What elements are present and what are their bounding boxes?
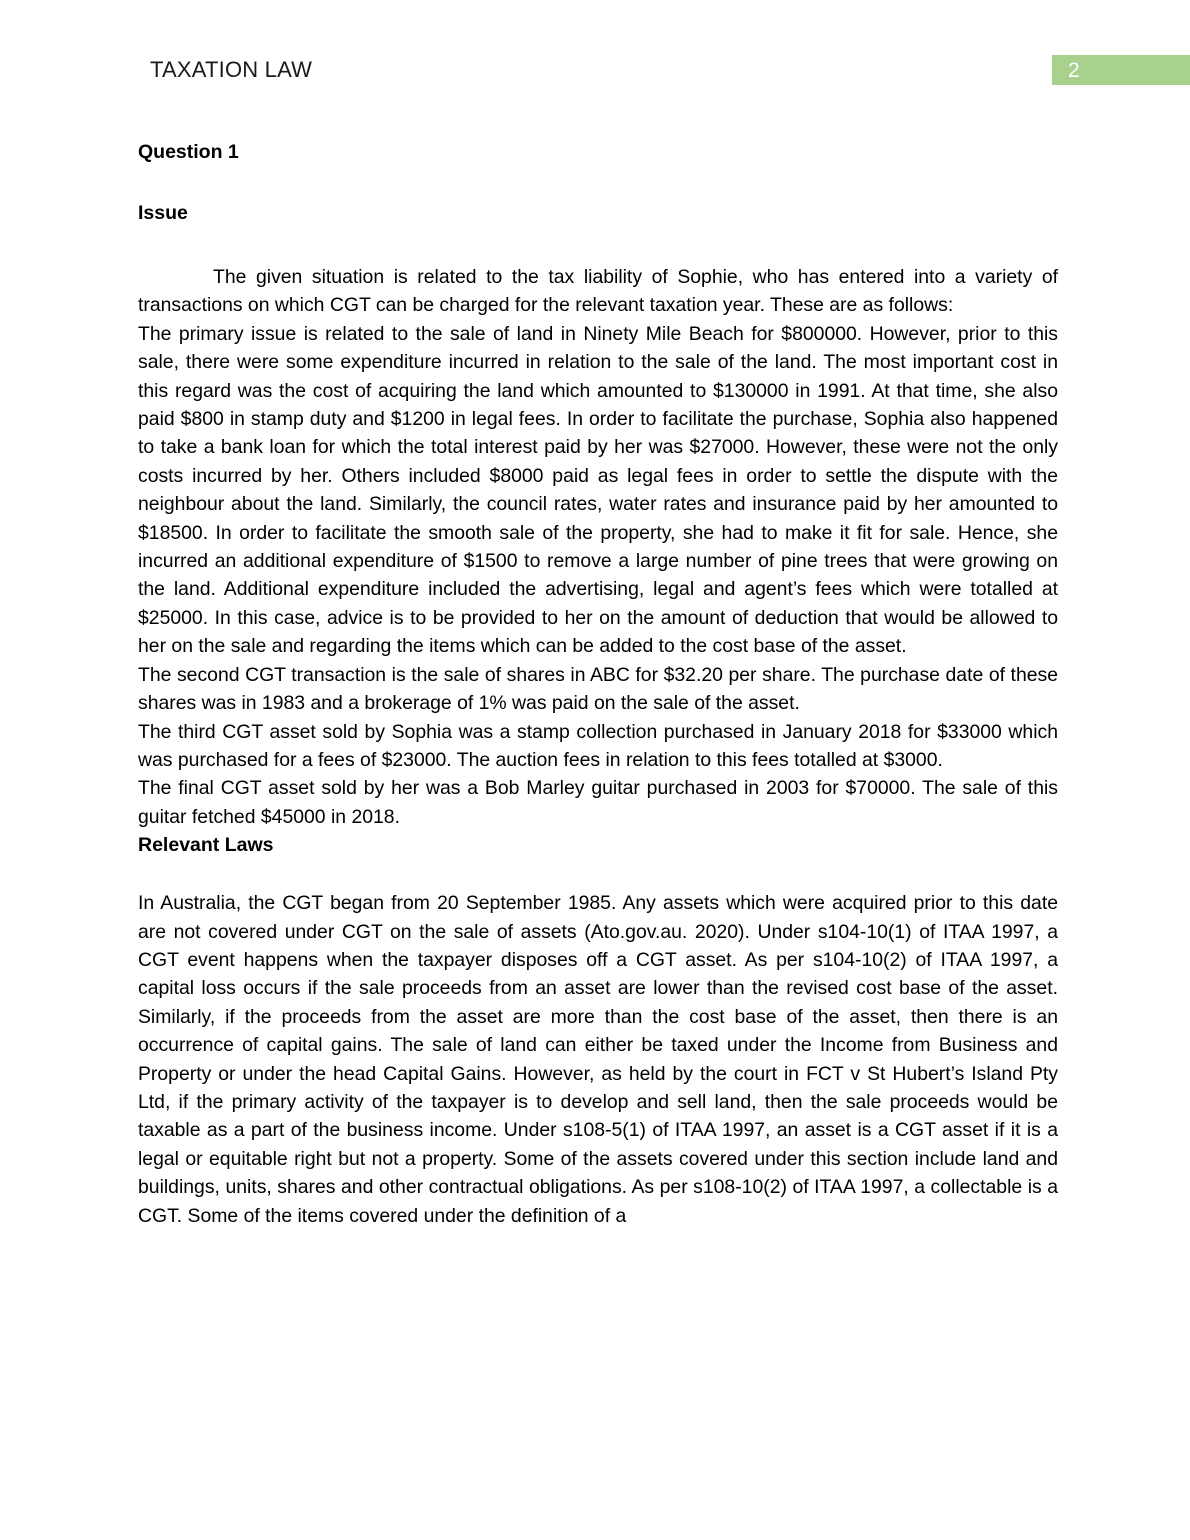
page-number-text: 2	[1068, 59, 1080, 82]
paragraph-relevant-laws-body: In Australia, the CGT began from 20 September 1985. Any assets which were acquired prior to this date are not covered under CGT on the sale of assets (Ato.gov.au. 2020). Under s104-10(1) of ITAA 1997, a CGT event happens when the taxpayer disposes off a CGT asset. As per s104-10(2) of ITAA 1997, a capital loss occurs if the sale proceeds from an asset are lower than the revised cost base of the asset. Similarly, if the proceeds from the asset are more than the cost base of the asset, then there is an occurrence of capital gains. The sale of land can either be taxed under the Income from Business and Property or under the head Capital Gains. However, as held by the court in FCT v St Hubert’s Island Pty Ltd, if the primary activity of the taxpayer is to develop and sell land, then the sale proceeds would be taxable as a part of the business income. Under s108-5(1) of ITAA 1997, an asset is a CGT asset if it is a legal or equitable right but not a property. Some of the assets covered under this section include land and buildings, units, shares and other contractual obligations. As per s108-10(2) of ITAA 1997, a collectable is a CGT. Some of the items covered under the definition of a	[138, 892, 1058, 1227]
document-body	[138, 128, 1058, 1230]
heading-question-1: Question 1	[138, 141, 239, 163]
paragraph-issue-intro: The given situation is related to the tax liability of Sophie, who has entered into a variety of transactions on which CGT can be charged for the relevant taxation year. These are as follows:	[138, 266, 1058, 317]
paragraph-final-transaction: The final CGT asset sold by her was a Bob Marley guitar purchased in 2003 for $70000. The sale of this guitar fetched $45000 in 2018.	[138, 777, 1058, 828]
paragraph-second-transaction: The second CGT transaction is the sale of shares in ABC for $32.20 per share. The purchase date of these shares was in 1983 and a brokerage of 1% was paid on the sale of the asset.	[138, 663, 1058, 715]
heading-issue: Issue	[138, 202, 188, 224]
page-number-badge	[1052, 55, 1190, 85]
page-header	[0, 0, 1190, 100]
document-header-title: TAXATION LAW	[150, 57, 313, 82]
heading-relevant-laws: Relevant Laws	[138, 834, 274, 857]
paragraph-third-transaction: The third CGT asset sold by Sophia was a stamp collection purchased in January 2018 for $33000 which was purchased for a fees of $23000. The auction fees in relation to this fees totalled at $3000.	[138, 720, 1058, 771]
paragraph-primary-issue: The primary issue is related to the sale of land in Ninety Mile Beach for $800000. However, prior to this sale, there were some expenditure incurred in relation to the sale of the land. The most important cost in this regard was the cost of acquiring the land which amounted to $130000 in 1991. At that time, she also paid $800 in stamp duty and $1200 in legal fees. In order to facilitate the purchase, Sophia also happened to take a bank loan for which the total interest paid by her was $27000. However, these were not the only costs incurred by her. Others included $8000 paid as legal fees in order to settle the dispute with the neighbour about the land. Similarly, the council rates, water rates and insurance paid by her amounted to $18500. In order to facilitate the smooth sale of the property, she had to make it fit for sale. Hence, she incurred an additional expenditure of $1500 to remove a large number of pine trees that were growing on the land. Additional expenditure included the advertising, legal and agent’s fees which were totalled at $25000. In this case, advice is to be provided to her on the amount of deduction that would be allowed to her on the sale and regarding the items which can be added to the cost base of the asset.	[138, 322, 1058, 658]
